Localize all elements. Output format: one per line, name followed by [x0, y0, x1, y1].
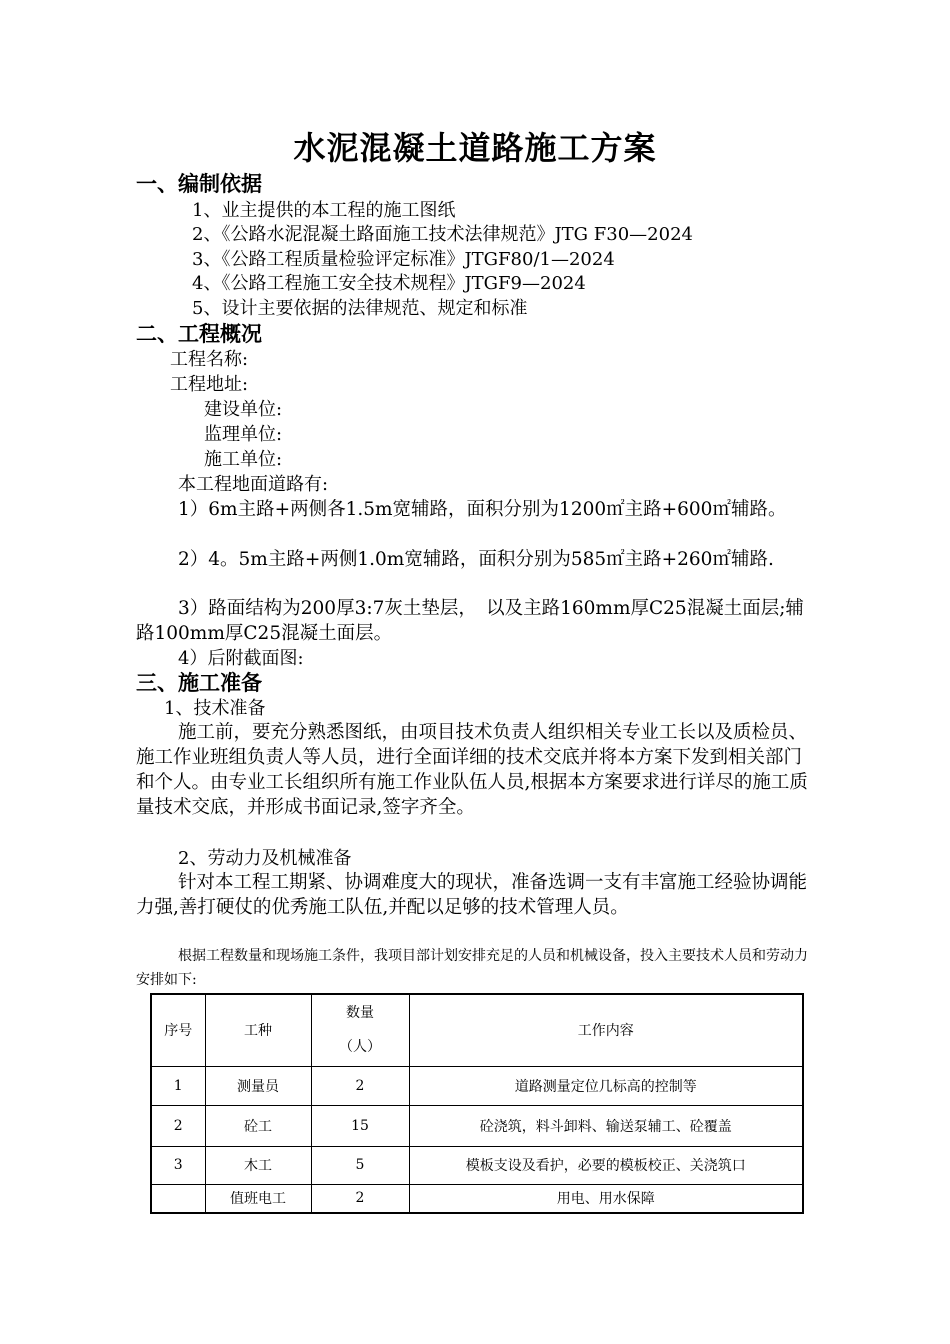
- cell-work: 砼浇筑，料斗卸料、输送泵辅工、砼覆盖: [409, 1105, 803, 1146]
- header-qty-line2: （人）: [339, 1039, 381, 1056]
- cell-trade: 木工: [205, 1146, 311, 1184]
- basis-item: 1、业主提供的本工程的施工图纸: [192, 200, 456, 221]
- cell-no: 3: [151, 1146, 205, 1184]
- document-title: 水泥混凝土道路施工方案: [293, 129, 657, 167]
- technical-paragraph: 施工前，要充分熟悉图纸，由项目技术负责人组织相关专业工长以及质检员、施工作业班组负责人等人员，进行全面详细的技术交底并将本方案下发到相关部门和个人。由专业工长组织所有施工作业队伍人员,根据本方案要求进行详尽的施工质量技术交底，并形成书面记录,签字齐全。: [136, 722, 808, 818]
- section-heading-preparation: 三、施工准备: [136, 671, 262, 695]
- basis-item: 4、《公路工程施工安全技术规程》JTGF9—2024: [192, 273, 586, 294]
- cell-qty: 2: [311, 1184, 409, 1213]
- project-name-label: 工程名称:: [170, 349, 249, 370]
- header-qty-line1: 数量: [346, 1005, 374, 1022]
- subheading-labor: 2、劳动力及机械准备: [178, 848, 352, 869]
- staffing-intro: 根据工程数量和现场施工条件，我项目部计划安排充足的人员和机械设备，投入主要技术人员和劳动力安排如下:: [136, 948, 808, 988]
- roads-intro: 本工程地面道路有:: [178, 474, 329, 495]
- table-row: [151, 1184, 803, 1213]
- road-item-2: 2）4。5m主路+两侧1.0m宽辅路，面积分别为585㎡主路+260㎡辅路.: [178, 549, 774, 570]
- cell-no: 2: [151, 1105, 205, 1146]
- cell-work: 道路测量定位几标高的控制等: [409, 1066, 803, 1105]
- section-heading-basis: 一、编制依据: [136, 172, 262, 196]
- cell-trade: 测量员: [205, 1066, 311, 1105]
- cell-trade: 砼工: [205, 1105, 311, 1146]
- road-item-4: 4）后附截面图:: [178, 648, 304, 669]
- cell-work: 模板支设及看护，必要的模板校正、关浇筑口: [409, 1146, 803, 1184]
- project-address-label: 工程地址:: [170, 374, 249, 395]
- road-item-1: 1）6m主路+两侧各1.5m宽辅路，面积分别为1200㎡主路+600㎡辅路。: [178, 499, 787, 520]
- cell-qty: 15: [311, 1105, 409, 1146]
- contractor-label: 施工单位:: [204, 449, 283, 470]
- cell-trade: 值班电工: [205, 1184, 311, 1213]
- table-row: [151, 1066, 803, 1105]
- header-trade: 工种: [205, 994, 311, 1066]
- section-heading-overview: 二、工程概况: [136, 322, 262, 346]
- header-work: 工作内容: [409, 994, 803, 1066]
- road-item-3: 3）路面结构为200厚3:7灰土垫层， 以及主路160mm厚C25混凝土面层;辅路100mm厚C25混凝土面层。: [136, 598, 804, 644]
- table-row: [151, 1146, 803, 1184]
- basis-item: 2、《公路水泥混凝土路面施工技术法律规范》JTG F30—2024: [192, 224, 693, 245]
- labor-paragraph: 针对本工程工期紧、协调难度大的现状，准备选调一支有丰富施工经验协调能力强,善打硬仗的优秀施工队伍,并配以足够的技术管理人员。: [136, 872, 808, 918]
- basis-item: 5、设计主要依据的法律规范、规定和标准: [192, 298, 528, 319]
- header-qty: [311, 994, 409, 1066]
- table-row: [151, 1105, 803, 1146]
- subheading-technical: 1、技术准备: [164, 698, 266, 719]
- cell-work: 用电、用水保障: [409, 1184, 803, 1213]
- cell-no: [151, 1184, 205, 1213]
- cell-no: 1: [151, 1066, 205, 1105]
- header-no: 序号: [151, 994, 205, 1066]
- cell-qty: 5: [311, 1146, 409, 1184]
- builder-label: 建设单位:: [204, 399, 283, 420]
- staffing-table: [150, 993, 804, 1214]
- cell-qty: 2: [311, 1066, 409, 1105]
- basis-item: 3、《公路工程质量检验评定标准》JTGF80/1—2024: [192, 249, 615, 270]
- supervisor-label: 监理单位:: [204, 424, 283, 445]
- table-header-row: [151, 994, 803, 1066]
